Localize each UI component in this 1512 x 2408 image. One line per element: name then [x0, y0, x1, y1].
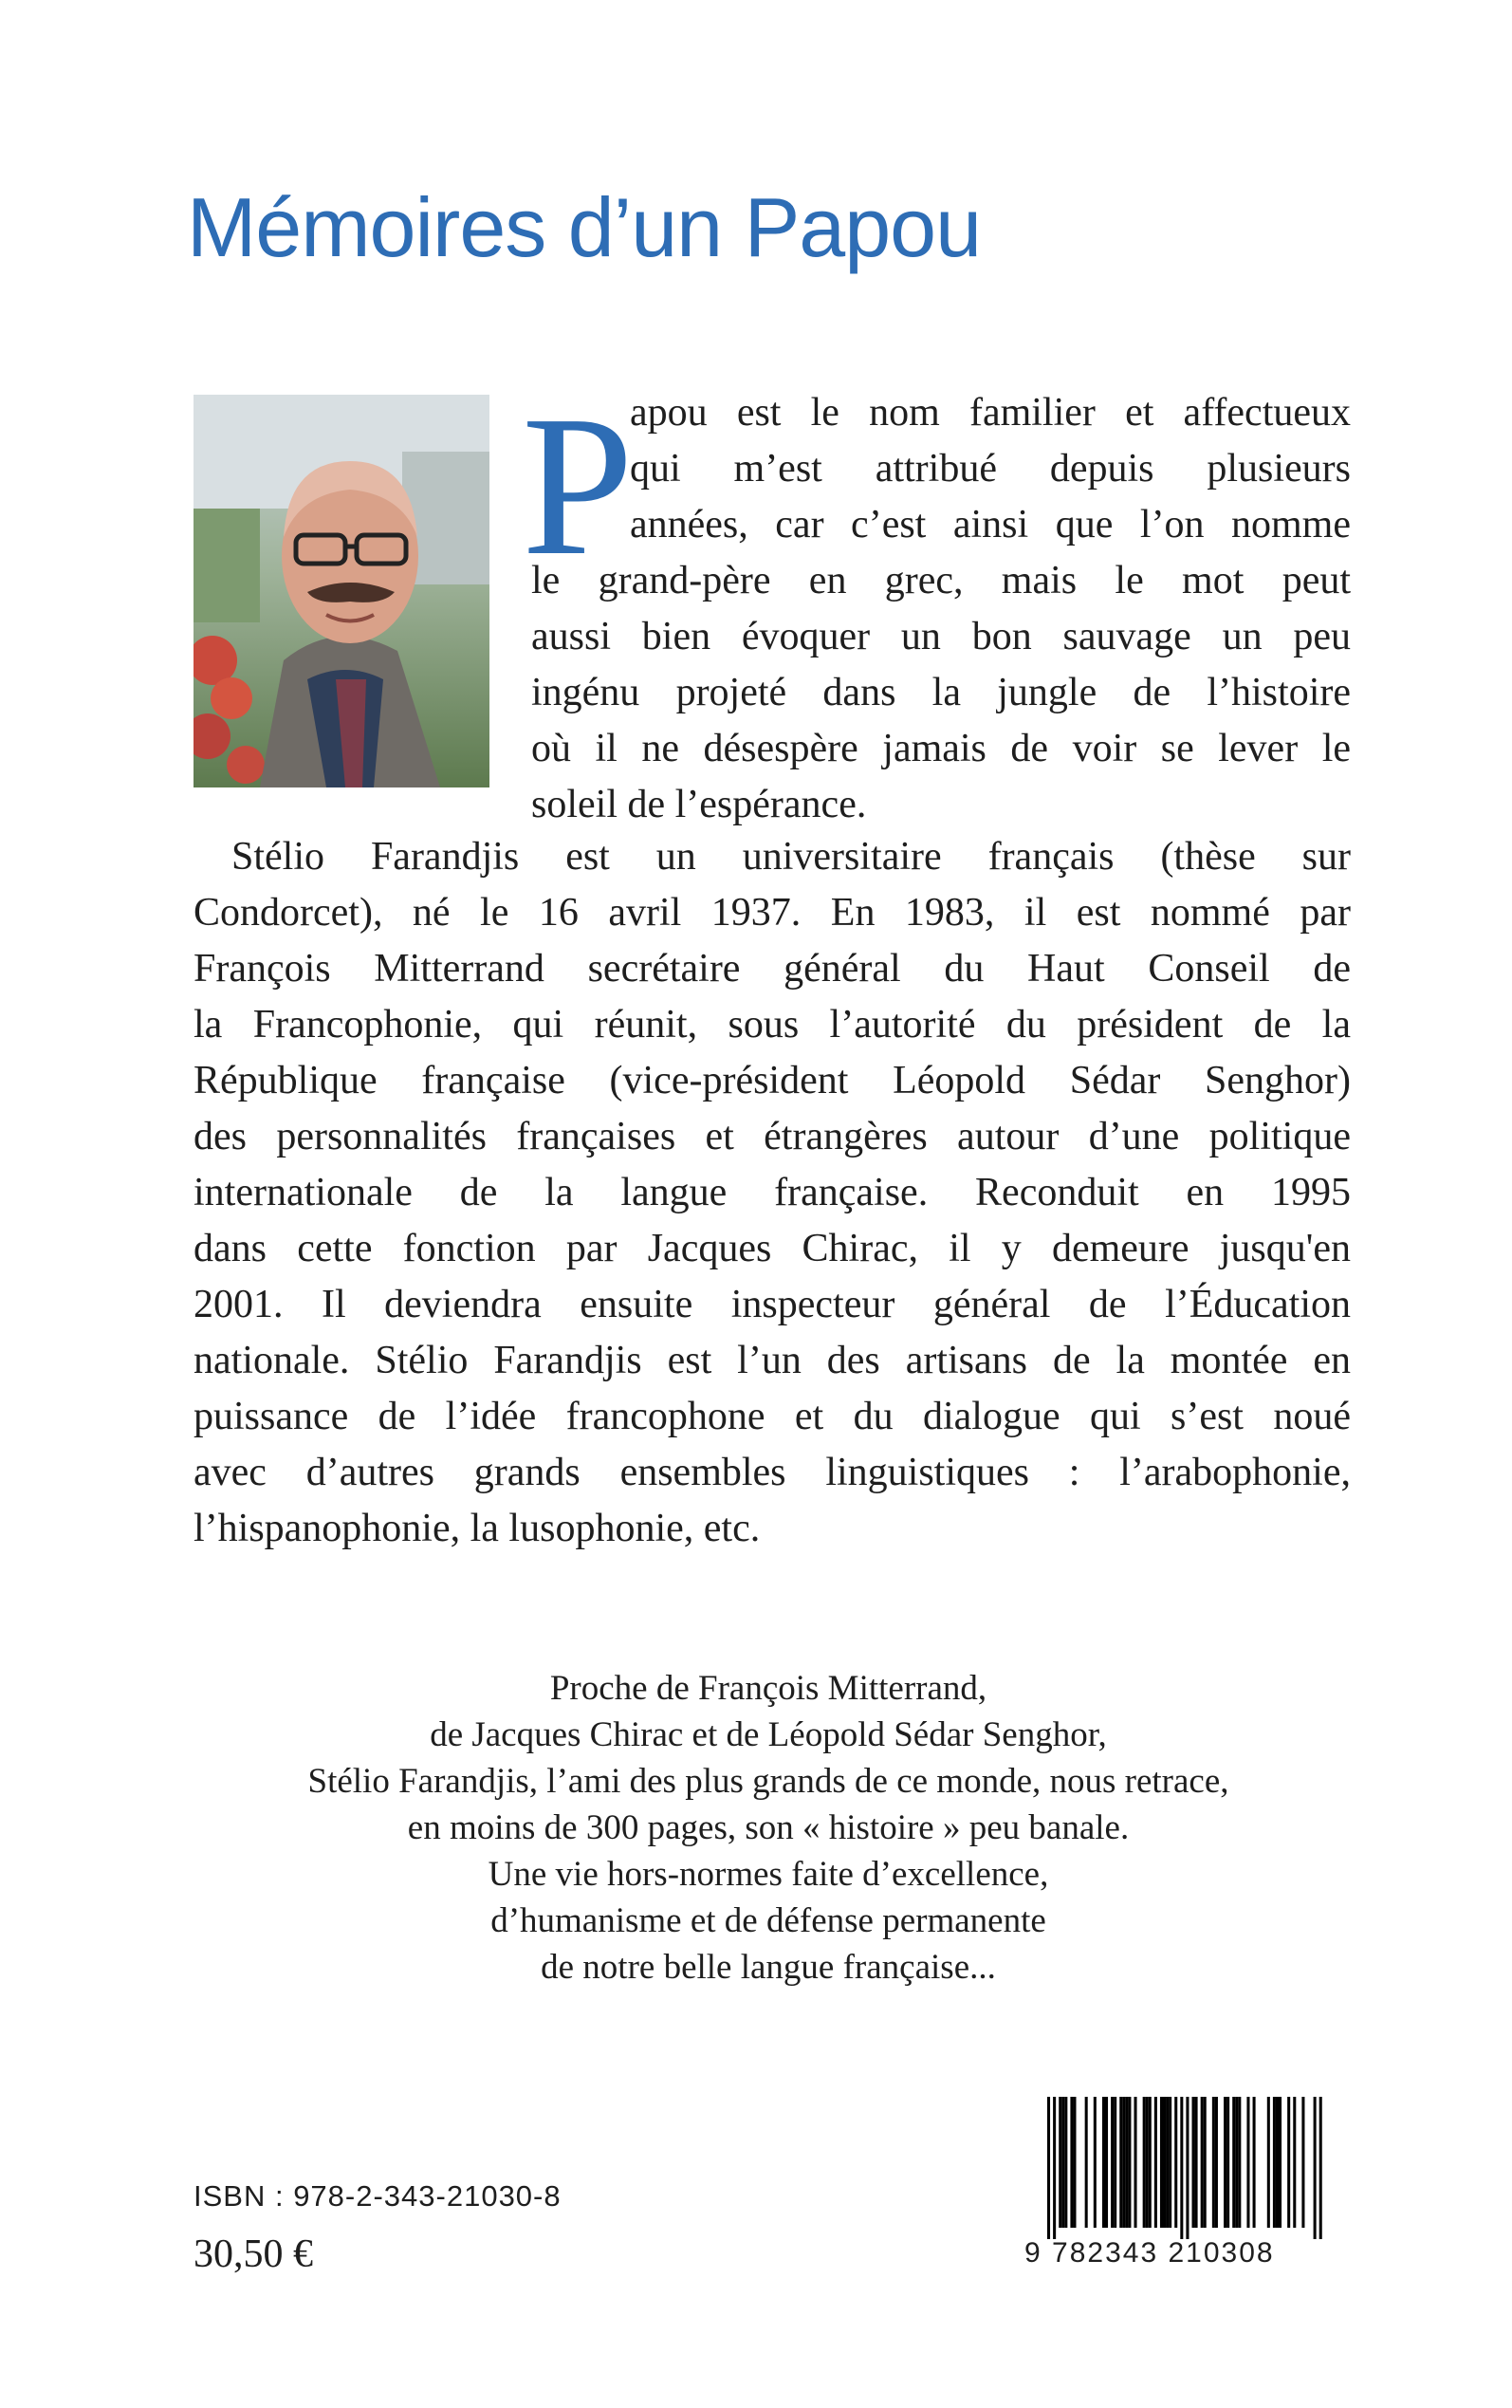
barcode-bar [1319, 2097, 1322, 2239]
barcode-bar [1192, 2097, 1195, 2228]
blurb-line: de notre belle langue française... [541, 1948, 996, 1987]
barcode-bar [1154, 2097, 1157, 2228]
blurb-line: Une vie hors-normes faite d’excellence, [488, 1855, 1049, 1894]
bio-line: l’hispanophonie, la lusophonie, etc. [194, 1507, 761, 1550]
bio-line: internationale de la langue française. Reconduit en 1995 [194, 1171, 1351, 1214]
barcode-bar [1169, 2097, 1171, 2228]
bio-line: la Francophonie, qui réunit, sous l’autorité du président de la [194, 1003, 1351, 1047]
intro-line: aussi bien évoquer un bon sauvage un peu [531, 615, 1351, 658]
intro-dropcap: P [522, 374, 634, 597]
biography-paragraph [194, 829, 1351, 1557]
barcode-bar [1119, 2097, 1122, 2228]
bio-line: François Mitterrand secrétaire général du Haut Conseil de [194, 947, 1351, 991]
barcode-bar [1114, 2097, 1116, 2228]
barcode-bar [1215, 2097, 1218, 2228]
barcode-bar [1163, 2097, 1166, 2228]
intro-line: ingénu projeté dans la jungle de l’histoire [531, 671, 1351, 714]
barcode-bar [1212, 2097, 1215, 2228]
blurb-line: Proche de François Mitterrand, [549, 1669, 987, 1708]
barcode-bar [1238, 2097, 1241, 2228]
barcode-bar [1174, 2097, 1177, 2228]
bio-line: des personnalités françaises et étrangères autour d’une politique [194, 1115, 1351, 1158]
barcode-bar [1059, 2097, 1061, 2228]
barcode-bar [1125, 2097, 1128, 2228]
barcode-bar [1253, 2097, 1256, 2228]
barcode-bar [1122, 2097, 1125, 2228]
barcode-bar [1061, 2097, 1064, 2228]
barcode-bar [1201, 2097, 1204, 2228]
price-label: 30,50 € [194, 2232, 313, 2276]
intro-line: soleil de l’espérance. [531, 783, 867, 826]
isbn-label: ISBN : 978-2-343-21030-8 [194, 2179, 562, 2213]
bio-line: Stélio Farandjis est un universitaire français (thèse sur [231, 835, 1351, 879]
barcode-bar [1287, 2097, 1290, 2228]
bio-line: République française (vice-président Léopold Sédar Senghor) [194, 1059, 1351, 1102]
blurb-line: d’humanisme et de défense permanente [490, 1901, 1046, 1940]
intro-line: apou est le nom familier et affectueux [630, 391, 1351, 435]
bio-line: nationale. Stélio Farandjis est l’un des artisans de la montée en [194, 1339, 1351, 1382]
barcode-bar [1070, 2097, 1073, 2228]
intro-line: le grand-père en grec, mais le mot peut [531, 559, 1351, 602]
book-title: Mémoires d’un Papou [187, 180, 982, 274]
barcode-bar [1232, 2097, 1235, 2228]
intro-paragraph [522, 374, 1351, 833]
intro-line: qui m’est attribué depuis plusieurs [630, 447, 1351, 491]
barcode-bar [1128, 2097, 1131, 2228]
barcode-bar [1094, 2097, 1097, 2228]
bio-line: Condorcet), né le 16 avril 1937. En 1983, il est nommé par [194, 891, 1351, 935]
barcode-bar [1105, 2097, 1108, 2228]
barcode-bar [1186, 2097, 1189, 2239]
barcode-bar [1064, 2097, 1067, 2228]
barcode-bar [1102, 2097, 1105, 2228]
barcode-bar [1224, 2097, 1226, 2228]
back-cover-blurb [190, 1665, 1347, 1991]
bio-line: avec d’autres grands ensembles linguistiques : l’arabophonie, [194, 1451, 1351, 1494]
barcode-bar [1301, 2097, 1304, 2228]
barcode-bar [1085, 2097, 1088, 2228]
author-portrait-image [194, 395, 489, 787]
barcode-bars [1024, 2097, 1351, 2239]
barcode-bar [1204, 2097, 1207, 2228]
author-portrait-photo [194, 395, 489, 787]
barcode-bar [1180, 2097, 1183, 2239]
barcode-bar [1195, 2097, 1198, 2228]
barcode-bar [1073, 2097, 1076, 2228]
barcode-bar [1047, 2097, 1050, 2239]
barcode-bar [1111, 2097, 1114, 2228]
bio-line: puissance de l’idée francophone et du dialogue qui s’est noué [194, 1395, 1351, 1438]
barcode-bar [1149, 2097, 1152, 2228]
barcode-bar [1314, 2097, 1317, 2239]
barcode-bar [1160, 2097, 1163, 2228]
barcode-bar [1293, 2097, 1296, 2228]
barcode-bar [1146, 2097, 1149, 2228]
intro-line: où il ne désespère jamais de voir se lever le [531, 727, 1351, 770]
barcode-bar [1276, 2097, 1279, 2228]
barcode-bar [1134, 2097, 1137, 2228]
barcode-bar [1226, 2097, 1229, 2228]
bio-line: dans cette fonction par Jacques Chirac, il y demeure jusqu'en [194, 1227, 1351, 1270]
barcode-digits: 9 782343 210308 [1024, 2237, 1275, 2269]
blurb-line: de Jacques Chirac et de Léopold Sédar Senghor, [430, 1715, 1107, 1754]
barcode-bar [1246, 2097, 1249, 2228]
barcode-bar [1053, 2097, 1056, 2239]
blurb-line: Stélio Farandjis, l’ami des plus grands de ce monde, nous retrace, [307, 1762, 1229, 1801]
bio-line: 2001. Il deviendra ensuite inspecteur général de l’Éducation [194, 1283, 1351, 1326]
barcode-bar [1267, 2097, 1270, 2228]
barcode-bar [1143, 2097, 1146, 2228]
barcode-bar [1273, 2097, 1276, 2228]
barcode-bar [1279, 2097, 1282, 2228]
intro-line: années, car c’est ainsi que l’on nomme [630, 503, 1351, 546]
blurb-line: en moins de 300 pages, son « histoire » peu banale. [407, 1808, 1130, 1847]
barcode-bar [1235, 2097, 1238, 2228]
barcode-bar [1166, 2097, 1169, 2228]
